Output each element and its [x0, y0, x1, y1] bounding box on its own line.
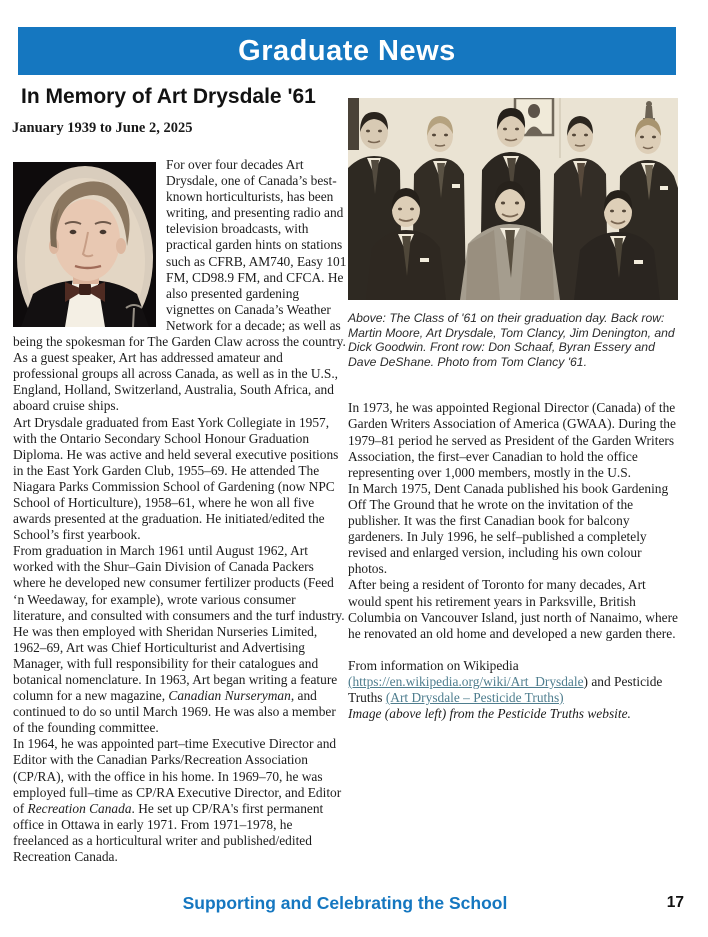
italic-text: Recreation Canada: [27, 800, 132, 816]
text-run: In 1964, he was appointed part–time Executive Director and Editor with the Canadian Parks/Recreation Association (CP/RA), with the office in his home. In 1969–70, he was employed full–time as CP/RA Executive Director, and Editor of: [13, 736, 342, 816]
text-run: , and continued to do so until March 1969. He was also a member of the founding committee.: [13, 688, 336, 736]
text-run: For over four decades Art Drysdale, one of Canada’s best-known horticulturists, has been writing, and presenting radio and television broadcasts, with practical garden hints on stations such as CFRB, AM740, Easy 101 FM, CD98.9 FM, and CFCA. He also presented gardening vignettes on Canada’s Weather Network for a decade; as well as being the spokesman for The Garden Claw across the country.: [13, 157, 347, 350]
text-run: ) and Pesticide Truths: [348, 673, 663, 705]
text-run: As a guest speaker, Art has addressed amateur and professional groups all across Canada, as well as in the U.S., England, Holland, Switzerland, Australia, South Africa, and aboard cruise ships.: [13, 350, 339, 414]
paragraph: [348, 706, 678, 722]
paragraph: [348, 658, 678, 706]
right-column: [348, 98, 678, 722]
paragraph: [13, 543, 347, 736]
banner-title: Graduate News: [238, 34, 456, 67]
text-run: From information on Wikipedia: [348, 657, 519, 673]
right-column-text: [348, 400, 678, 722]
italic-text: Canadian Nurseryman: [168, 688, 291, 704]
article-title: In Memory of Art Drysdale '61: [21, 85, 316, 108]
hyperlink[interactable]: (Art Drysdale – Pesticide Truths): [385, 689, 564, 705]
group-photo-caption: Above: The Class of '61 on their graduation day. Back row: Martin Moore, Art Drysdale, Tom Clancy, Jim Denington, and Dick Goodwin. Front row: Don Schaaf, Byran Essery and Dave DeShane. Photo from Tom Clancy '61.: [348, 311, 675, 369]
article-date-range: January 1939 to June 2, 2025: [12, 120, 193, 136]
paragraph: [13, 415, 347, 544]
paragraph: [348, 400, 678, 480]
hyperlink[interactable]: (https://en.wikipedia.org/wiki/Art_Drysdale: [348, 673, 584, 689]
page-banner: [18, 27, 676, 75]
paragraph: [348, 481, 678, 578]
text-run: . He set up CP/RA's first permanent office in Ottawa in early 1971. From 1971–1978, he freelanced as a horticultural writer and published/edited Recreation Canada.: [13, 800, 324, 865]
class-of-61-group-photo: [348, 98, 678, 300]
page-number: 17: [666, 894, 684, 911]
art-drysdale-portrait-photo: [13, 162, 156, 327]
text-run: From graduation in March 1961 until August 1962, Art worked with the Shur–Gain Division of Canada Packers where he developed new consumer fertilizer products (Feed ‘n Weedaway, for example), wrote various consumer literature, and consulted with consumers and the turf industry. He was then employed with Sheridan Nurseries Limited, 1962–69, Art was Chief Horticulturist and Advertising Manager, with full responsibility for their catalogues and botanical nomenclature. In 1963, Art began writing a feature column for a new magazine,: [13, 543, 345, 704]
text-run: After being a resident of Toronto for many decades, Art would spent his retirement years in Parksville, British Columbia on Vancouver Island, just north of Nanaimo, where he renovated an old home and developed a new garden there.: [348, 577, 678, 641]
text-run: In March 1975, Dent Canada published his book Gardening Off The Ground that he wrote on the invitation of the publisher. It was the first Canadian book for balcony gardeners. In July 1996, he self–published a completely revised and enlarged version, including his own colour photos.: [348, 480, 669, 577]
left-column: [13, 157, 347, 865]
paragraph: [13, 736, 347, 865]
text-run: Art Drysdale graduated from East York Collegiate in 1957, with the Ontario Secondary School Honour Graduation Diploma. He was active and held several executive positions in the East York Garden Club, 1955–69. He attended The Niagara Parks Commission School of Gardening (now NPC School of Horticulture), 1958–61, where he won all five awards presented at the graduation. He initiated/edited the School’s first yearbook.: [13, 414, 339, 543]
italic-text: Image (above left) from the Pesticide Truths website.: [348, 706, 631, 722]
paragraph: [348, 577, 678, 641]
text-run: In 1973, he was appointed Regional Director (Canada) of the Garden Writers Association of America (GWAA). During the 1979–81 period he served as President of the Garden Writers Association, the first–ever Canadian to hold the office representing over 1,000 members, mostly in the U.S.: [348, 400, 676, 480]
paragraph: [13, 350, 347, 414]
footer-slogan: Supporting and Celebrating the School: [182, 893, 508, 913]
